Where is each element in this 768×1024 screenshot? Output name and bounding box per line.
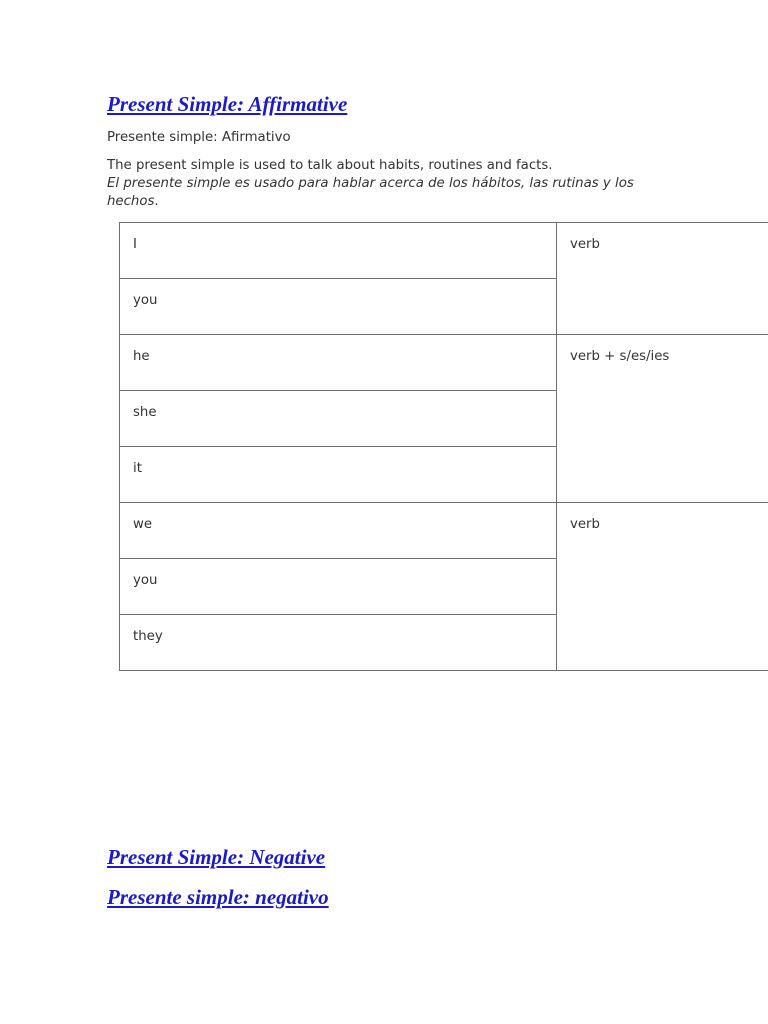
pronoun-cell: she: [120, 391, 557, 447]
description-spanish-word: hechos: [107, 194, 155, 209]
negative-heading-link[interactable]: Present Simple: Negative: [107, 845, 326, 869]
negative-subheading-link[interactable]: Presente simple: negativo: [107, 885, 329, 909]
pronoun-cell: he: [120, 335, 557, 391]
conjugation-table: [119, 222, 768, 671]
pronoun-cell: you: [120, 559, 557, 615]
description-spanish-line1: El presente simple es usado para hablar acerca de los hábitos, las rutinas y los: [107, 176, 634, 191]
description-block: [107, 157, 634, 211]
table-row: [120, 223, 768, 279]
pronoun-cell: I: [120, 223, 557, 279]
pronoun-cell: they: [120, 615, 557, 671]
affirmative-subtitle: Presente simple: Afirmativo: [107, 130, 291, 145]
description-spanish-period: .: [154, 194, 159, 209]
verb-form-cell: verb: [557, 223, 768, 335]
description-english: The present simple is used to talk about habits, routines and facts.: [107, 158, 553, 173]
pronoun-cell: it: [120, 447, 557, 503]
table-row: [120, 335, 768, 391]
pronoun-cell: we: [120, 503, 557, 559]
table-row: [120, 503, 768, 559]
verb-form-cell: verb + s/es/ies: [557, 335, 768, 503]
verb-form-cell: verb: [557, 503, 768, 671]
pronoun-cell: you: [120, 279, 557, 335]
description-spanish-line2: [107, 193, 634, 211]
affirmative-heading-link[interactable]: Present Simple: Affirmative: [107, 92, 348, 116]
